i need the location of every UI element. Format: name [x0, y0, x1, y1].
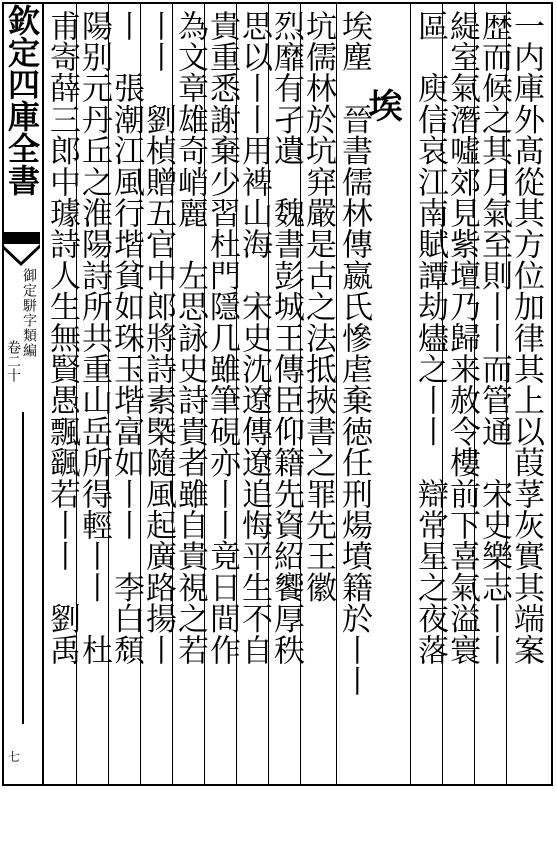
column-rule	[336, 4, 337, 784]
text-column: 貴重悉謝棄少習杜門隱几雖筆硯亦丨丨竟日間作	[204, 10, 240, 666]
text-column: 一内庫外髙從其方位加律其上以葭莩灰實其端案	[508, 10, 544, 666]
column-rule	[76, 4, 77, 784]
column-rule	[506, 4, 507, 784]
text-column: 陽别元丹丘之淮陽詩所共重山岳所得輕丨丨 杜	[76, 10, 112, 666]
text-column: 歴而候之其月氣至則丨丨而管通 宋史樂志丨丨	[476, 10, 512, 666]
fishtail-mark-icon	[2, 232, 40, 272]
text-column: 為文章雄奇峭麗 左思詠史詩貴者雖自貴視之若	[172, 10, 208, 666]
column-rule	[474, 4, 475, 784]
column-rule	[300, 4, 301, 784]
page-number: 七	[8, 750, 21, 764]
sub-title: 御定駢字類編	[21, 268, 37, 358]
column-rule	[140, 4, 141, 784]
entry-head-column: 埃塵 晉書儒林傳嬴氏慘虐棄徳任刑煬墳籍於丨丨	[336, 10, 372, 697]
book-title: 欽定四庫全書	[3, 4, 41, 196]
text-column: 區 庾信哀江南賦譚劫燼之丨丨 辯常星之夜落	[412, 10, 448, 666]
text-column: 丨丨 劉楨贈五官中郎將詩素㮣隨風起廣路揚丨	[140, 10, 176, 666]
volume-label: 卷二十	[5, 340, 21, 382]
column-rule	[410, 4, 411, 784]
column-rule	[268, 4, 269, 784]
text-column: 坑儒林於坑穽嚴是古之法抵挾書之罪先王徽	[300, 10, 336, 603]
margin-band	[0, 0, 42, 786]
column-rule	[236, 4, 237, 784]
column-rule	[442, 4, 443, 784]
column-rule	[108, 4, 109, 784]
text-column: 緹室氣潛噓郊見紫壇乃歸来赦令樓前下喜氣溢寰	[444, 10, 480, 666]
text-column: 甫寄薛三郎中璩詩人生無賢愚飄颻若丨丨 劉禹	[44, 10, 80, 666]
column-rule	[172, 4, 173, 784]
band-rule	[22, 412, 24, 724]
text-column: 烈靡有孑遺 魏書彭城王傳臣仰籍先資紹饗厚秩	[268, 10, 304, 666]
text-column: 丨 張潮江風行堦貧如珠玉堦富如丨丨 李白頹	[108, 10, 144, 666]
column-rule	[204, 4, 205, 784]
text-column: 思以丨丨用裨山海 宋史沈遼傳遼追悔平生不自	[236, 10, 272, 666]
headword-column: 埃	[362, 88, 402, 124]
